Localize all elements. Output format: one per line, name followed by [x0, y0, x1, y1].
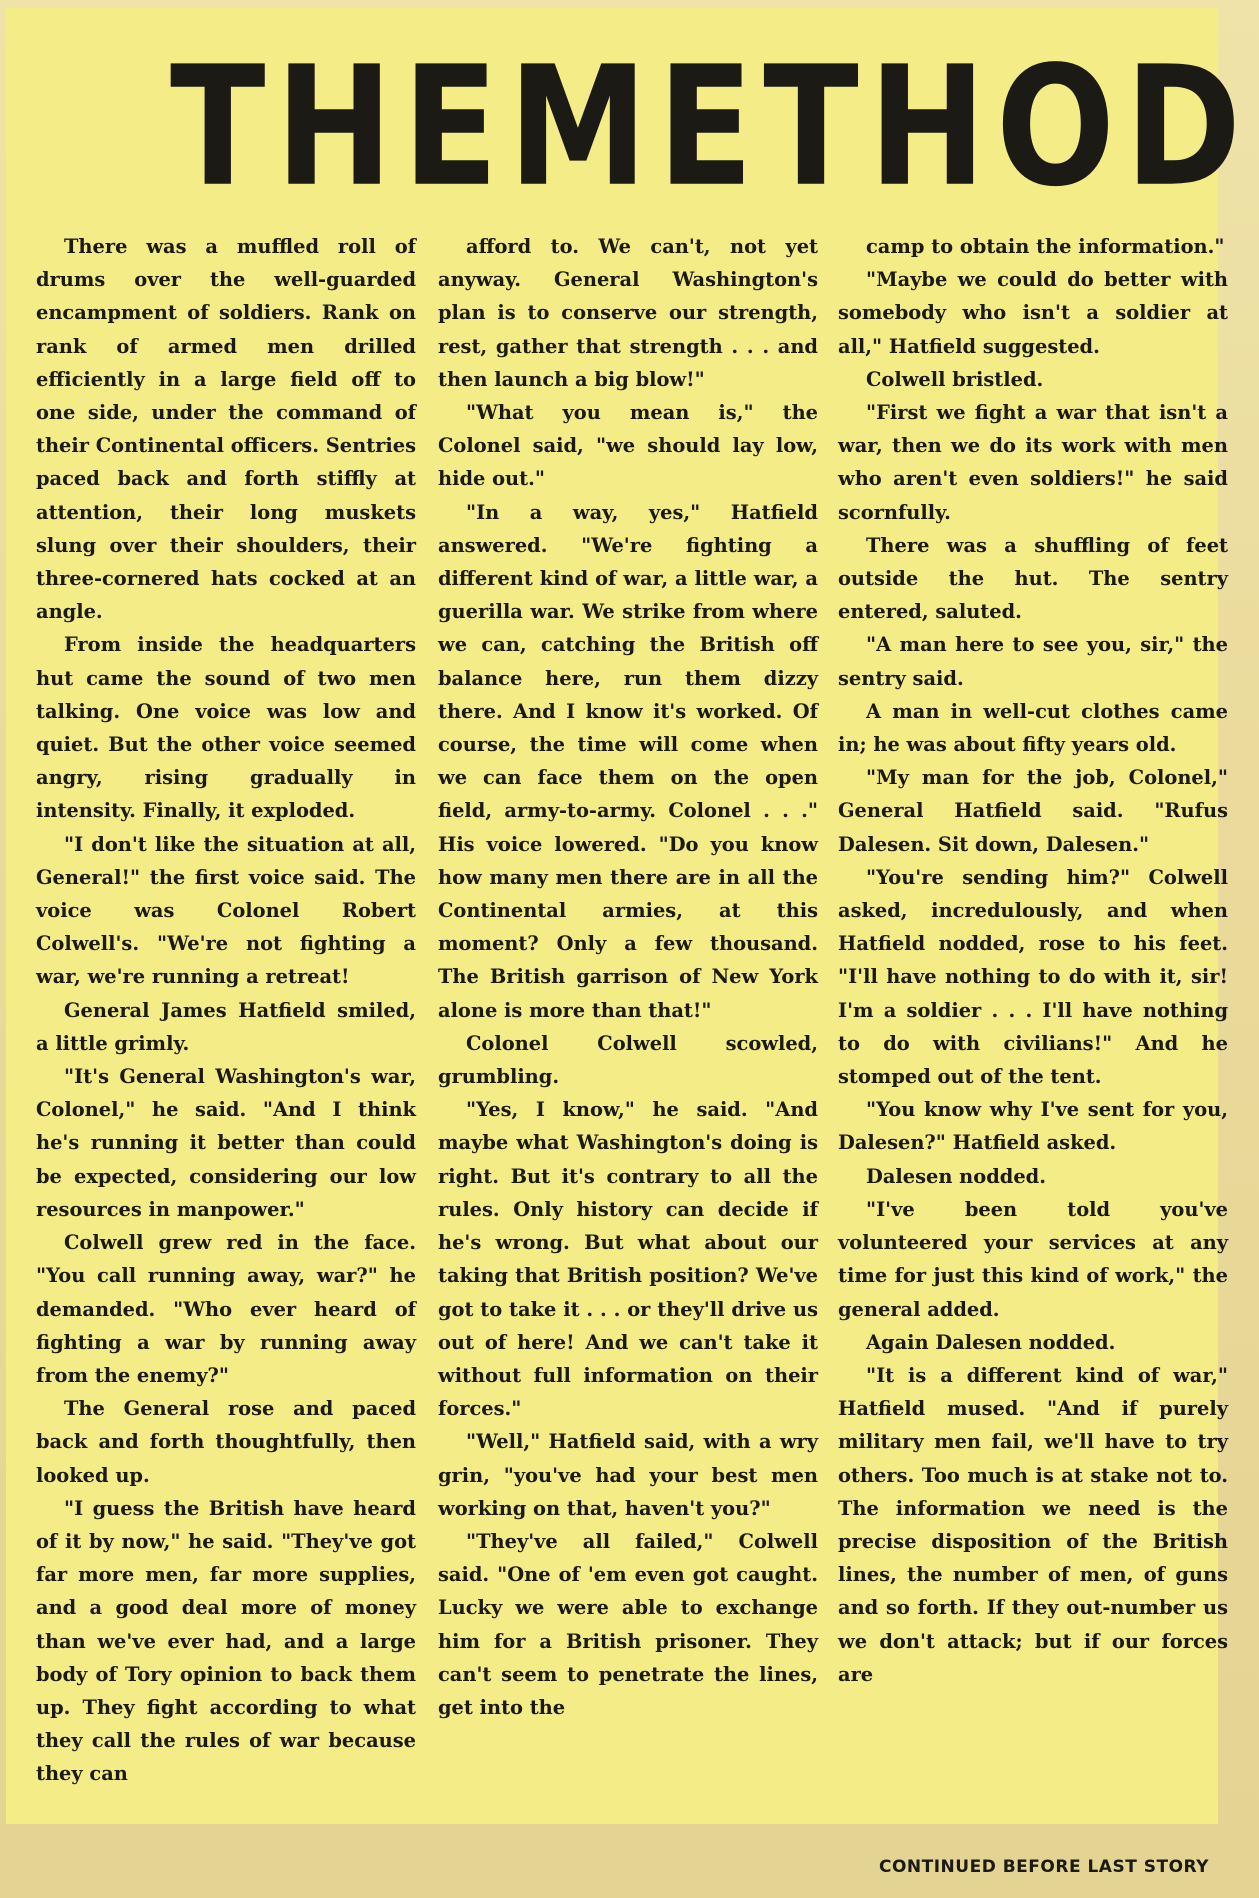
story-paragraph: "First we fight a war that isn't a war, then we do its work with men who aren't even soldiers!" he said scornfully. — [838, 401, 1228, 524]
story-paragraph: The General rose and paced back and forth thoughtfully, then looked up. — [36, 1397, 416, 1487]
story-paragraph: Colwell bristled. — [866, 367, 1044, 391]
title-word-the: THE — [170, 31, 509, 224]
story-paragraph: "I've been told you've volunteered your services at any time for just this kind of work," the general added. — [838, 1197, 1228, 1321]
story-paragraph: Colonel Colwell scowled, grumbling. — [438, 1031, 818, 1089]
story-paragraph: "I don't like the situation at all, General!" the first voice said. The voice was Colonel Robert Colwell's. "We're not fighting a war, we're running a retreat! — [36, 832, 416, 989]
story-paragraph: "You're sending him?" Colwell asked, incredulously, and when Hatfield nodded, rose to his feet. "I'll have nothing to do with it, sir! I'm a soldier . . . I'll have nothing to do with civilians!" And he stomped out of the tent. — [838, 865, 1228, 1089]
story-paragraph: "A man here to see you, sir," the sentry said. — [838, 633, 1228, 690]
story-paragraph: Again Dalesen nodded. — [866, 1330, 1116, 1354]
story-paragraph: "In a way, yes," Hatfield answered. "We're fighting a different kind of war, a little war, a guerilla war. We strike from where we can, catching the British off balance here, run them dizzy there. And I know it's worked. Of course, the time will come when we can face them on the open field, army-to-army. Colonel . . ." His voice lowered. "Do you know how many men there are in all the Continental armies, at this moment? Only a few thousand. The British garrison of New York alone is more than that!" — [438, 500, 818, 1022]
story-paragraph: "They've all failed," Colwell said. "One of 'em even got caught. Lucky we were able to exchange him for a British prisoner. They can't seem to penetrate the lines, get into the — [438, 1529, 818, 1719]
story-paragraph: camp to obtain the information." — [866, 235, 1225, 258]
story-paragraph: There was a shuffling of feet outside the hut. The sentry entered, saluted. — [838, 533, 1228, 624]
title-word-method: METHOD — [508, 31, 1252, 224]
story-paragraph: General James Hatfield smiled, a little grimly. — [36, 998, 416, 1055]
story-paragraph: afford to. We can't, not yet anyway. General Washington's plan is to conserve our strength, rest, gather that strength . . . and then launch a big blow!" — [438, 235, 818, 391]
story-paragraph: "It's General Washington's war, Colonel," he said. "And I think he's running it better than could be expected, considering our low resources in manpower." — [36, 1065, 416, 1221]
story-paragraph: "My man for the job, Colonel," General Hatfield said. "Rufus Dalesen. Sit down, Dalesen." — [838, 766, 1228, 856]
column-1 — [36, 230, 416, 1791]
continued-notice: CONTINUED BEFORE LAST STORY — [878, 1857, 1209, 1877]
story-paragraph: "Yes, I know," he said. "And maybe what Washington's doing is right. But it's contrary to all the rules. Only history can decide if he's wrong. But what about our taking that British position? We've got to take it . . . or they'll drive us out of here! And we can't take it without full information on their forces." — [438, 1098, 818, 1421]
story-title — [170, 28, 1252, 229]
column-2 — [438, 230, 818, 1724]
story-columns — [36, 230, 1228, 1810]
story-paragraph: A man in well-cut clothes came in; he was about fifty years old. — [838, 699, 1228, 757]
column-3 — [838, 230, 1228, 1691]
story-paragraph: "You know why I've sent for you, Dalesen?" Hatfield asked. — [838, 1098, 1228, 1155]
story-paragraph: "What you mean is," the Colonel said, "we should lay low, hide out." — [438, 401, 818, 491]
story-paragraph: There was a muffled roll of drums over the well-guarded encampment of soldiers. Rank on rank of armed men drilled efficiently in a large field off to one side, under the command of their Continental officers. Sentries paced back and forth stiffly at attention, their long muskets slung over their shoulders, their three-cornered hats cocked at an angle. — [36, 235, 416, 624]
story-paragraph: "Maybe we could do better with somebody who isn't a soldier at all," Hatfield suggested. — [838, 268, 1228, 358]
story-paragraph: Colwell grew red in the face. "You call running away, war?" he demanded. "Who ever heard of fighting a war by running away from the enemy?" — [36, 1231, 416, 1387]
story-paragraph: "Well," Hatfield said, with a wry grin, "you've had your best men working on that, haven't you?" — [438, 1430, 818, 1520]
story-paragraph: From inside the headquarters hut came the sound of two men talking. One voice was low and quiet. But the other voice seemed angry, rising gradually in intensity. Finally, it exploded. — [36, 633, 416, 823]
story-paragraph: "I guess the British have heard of it by now," he said. "They've got far more men, far more supplies, and a good deal more of money than we've ever had, and a large body of Tory opinion to back them up. They fight according to what they call the rules of war because they can — [36, 1496, 416, 1786]
story-paragraph: "It is a different kind of war," Hatfield mused. "And if purely military men fail, we'll have to try others. Too much is at stake not to. The information we need is the precise disposition of the British lines, the number of men, of guns and so forth. If they out-number us we don't attack; but if our forces are — [838, 1363, 1228, 1686]
story-paragraph: Dalesen nodded. — [866, 1164, 1046, 1188]
